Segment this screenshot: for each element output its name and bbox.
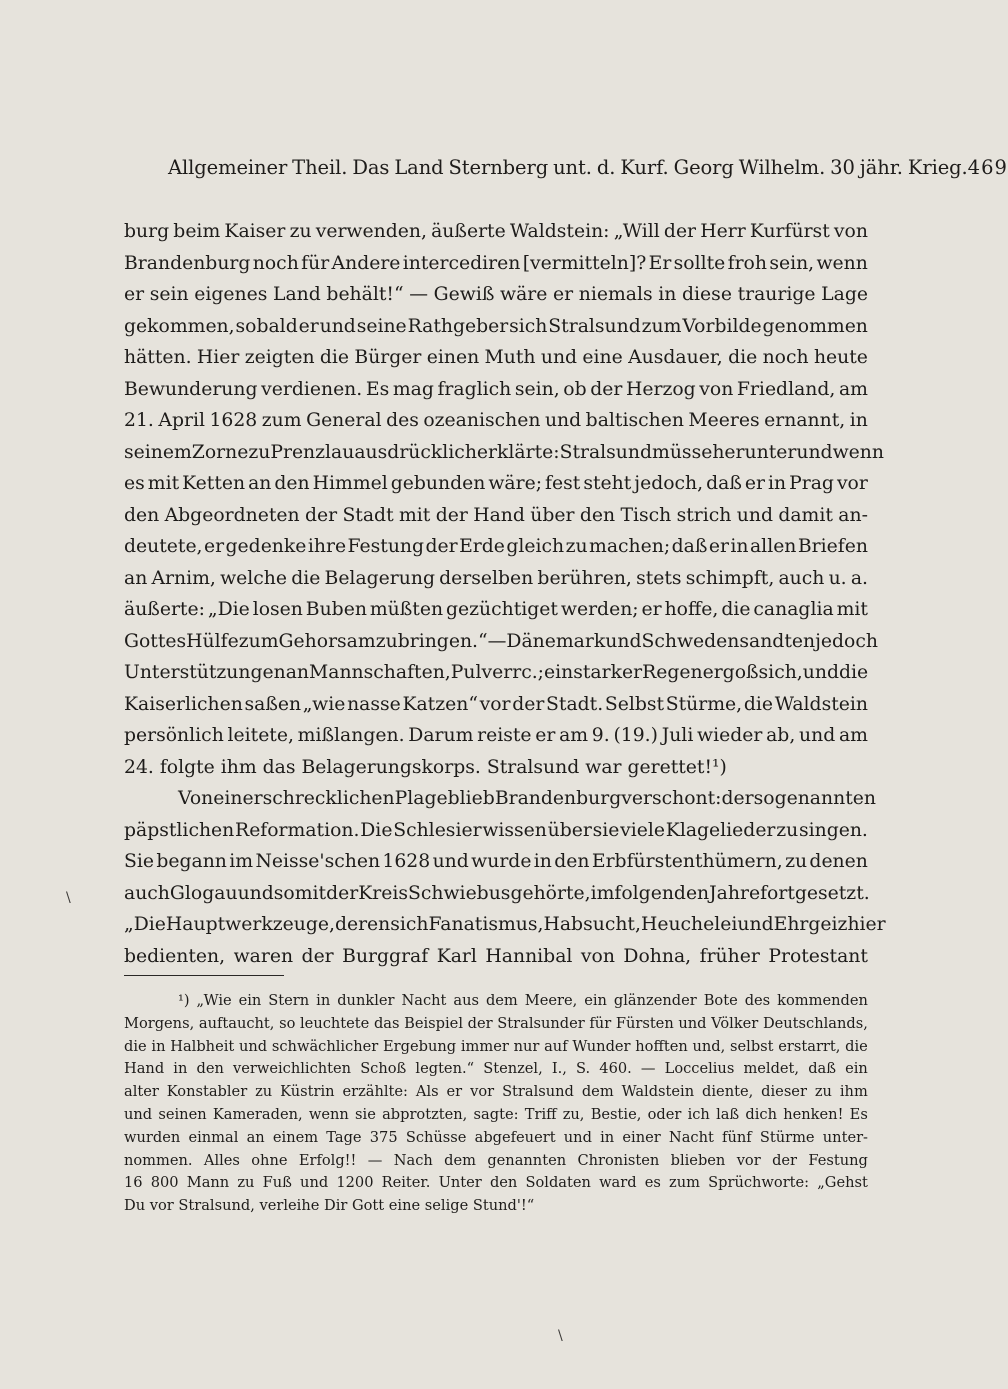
- footnote-line: Du vor Stralsund, verleihe Dir Gott eine selige Stund'!“: [124, 1197, 535, 1215]
- text-line: persönlich leitete, mißlangen. Darum reiste er am 9. (19.) Juli wieder ab, und am: [124, 725, 868, 746]
- text-line: Von einer schrecklichen Plage blieb Brandenburg verschont: der sogenannten: [178, 788, 876, 809]
- text-line: Kaiserlichen saßen „wie nasse Katzen“ vor der Stadt. Selbst Stürme, die Waldstein: [124, 693, 868, 715]
- text-line: Sie begann im Neisse'schen 1628 und wurde in den Erbfürstenthümern, zu denen: [124, 851, 868, 872]
- footnote-rule: [124, 975, 284, 976]
- text-line: äußerte: „Die losen Buben müßten gezüchtiget werden; er hoffe, die canaglia mit: [124, 599, 868, 620]
- text-line: päpstlichen Reformation. Die Schlesier wissen über sie viele Klagelieder zu singen.: [124, 819, 868, 841]
- text-line: Unterstützungen an Mannschaften, Pulver rc.; ein starker Regen ergoß sich, und die: [124, 662, 869, 683]
- running-head-word: jähr.: [859, 156, 903, 179]
- footnote-line: 16 800 Mann zu Fuß und 1200 Reiter. Unter den Soldaten ward es zum Sprüchworte: „Gehst: [124, 1174, 868, 1192]
- body-text: [124, 216, 886, 972]
- text-line: an Arnim, welche die Belagerung derselben berühren, stets schimpft, auch u. a.: [124, 567, 868, 589]
- text-line: Bewunderung verdienen. Es mag fraglich sein, ob der Herzog von Friedland, am: [124, 378, 868, 400]
- running-head-word: Wilhelm.: [738, 156, 826, 179]
- text-line: gekommen, sobald er und seine Rathgeber sich Stralsund zum Vorbilde genommen: [124, 315, 868, 337]
- margin-mark: \: [66, 890, 71, 906]
- footnote-line: die in Halbheit und schwächlicher Ergebung immer nur auf Wunder hofften und, selbst erstarrt, die: [124, 1037, 868, 1055]
- running-head-word: unt.: [553, 156, 592, 179]
- running-head-word: 30: [830, 156, 855, 179]
- running-head-word: Krieg.: [907, 156, 968, 179]
- footnote-line: alter Konstabler zu Küstrin erzählte: Als er vor Stralsund dem Waldstein diente, dieser zu ihm: [124, 1083, 868, 1101]
- running-head-word: Theil.: [292, 156, 348, 179]
- running-head-word: Sternberg: [448, 156, 549, 179]
- text-line: bedienten, waren der Burggraf Karl Hannibal von Dohna, früher Protestant: [124, 945, 868, 967]
- text-line: den Abgeordneten der Stadt mit der Hand über den Tisch strich und damit an-: [124, 504, 868, 526]
- running-head-word: d.: [596, 156, 616, 179]
- text-line: hätten. Hier zeigten die Bürger einen Muth und eine Ausdauer, die noch heute: [124, 347, 868, 368]
- running-head-word: Georg: [673, 156, 734, 179]
- running-head-title: [168, 156, 968, 179]
- footnote-line: und seinen Kameraden, wenn sie abprotzten, sagte: Triff zu, Bestie, oder ich laß dich henken! Es: [124, 1105, 868, 1123]
- footnote-line: nommen. Alles ohne Erfolg!! — Nach dem genannten Chronisten blieben vor der Festung: [124, 1151, 868, 1169]
- page-number: 469: [967, 156, 1008, 179]
- footnote-line: Hand in den verweichlichten Schoß legten.“ Stenzel, I., S. 460. — Loccelius meldet, daß ein: [124, 1060, 868, 1078]
- running-head-word: Das: [352, 156, 390, 179]
- text-line: Gottes Hülfe zum Gehorsam zu bringen.“ — Dänemark und Schweden sandten jedoch: [124, 630, 878, 652]
- footnote-line: Morgens, auftaucht, so leuchtete das Beispiel der Stralsunder für Fürsten und Völker Deutschlands,: [124, 1014, 868, 1032]
- footnote-line: wurden einmal an einem Tage 375 Schüsse abgefeuert und in einer Nacht fünf Stürme unter-: [124, 1128, 868, 1146]
- running-head-word: Kurf.: [620, 156, 669, 179]
- text-line: deutete, er gedenke ihre Festung der Erde gleich zu machen; daß er in allen Briefen: [124, 536, 868, 557]
- text-line: 24. folgte ihm das Belagerungskorps. Stralsund war gerettet!¹): [124, 756, 727, 778]
- text-line: burg beim Kaiser zu verwenden, äußerte Waldstein: „Will der Herr Kurfürst von: [124, 221, 868, 242]
- running-head-word: Allgemeiner: [168, 156, 288, 179]
- text-line: „Die Hauptwerkzeuge, deren sich Fanatismus, Habsucht, Heuchelei und Ehrgeiz hier: [124, 914, 886, 935]
- text-line: 21. April 1628 zum General des ozeanischen und baltischen Meeres ernannt, in: [124, 410, 868, 431]
- text-line: es mit Ketten an den Himmel gebunden wäre; fest steht jedoch, daß er in Prag vor: [124, 473, 868, 494]
- footnote-line: ¹) „Wie ein Stern in dunkler Nacht aus dem Meere, ein glänzender Bote des kommenden: [178, 992, 868, 1009]
- text-line: Brandenburg noch für Andere intercediren [vermitteln]? Er sollte froh sein, wenn: [124, 252, 868, 274]
- margin-mark: \: [558, 1328, 563, 1344]
- text-line: er sein eigenes Land behält!“ — Gewiß wäre er niemals in diese traurige Lage: [124, 284, 868, 305]
- text-line: seinem Zorne zu Prenzlau ausdrücklich erklärte: Stralsund müsse herunter und wenn: [124, 441, 884, 463]
- running-head: [168, 156, 1008, 186]
- text-line: auch Glogau und somit der Kreis Schwiebus gehörte, im folgenden Jahre fortgesetzt.: [124, 882, 870, 904]
- footnote: [124, 990, 868, 1218]
- running-head-word: Land: [394, 156, 444, 179]
